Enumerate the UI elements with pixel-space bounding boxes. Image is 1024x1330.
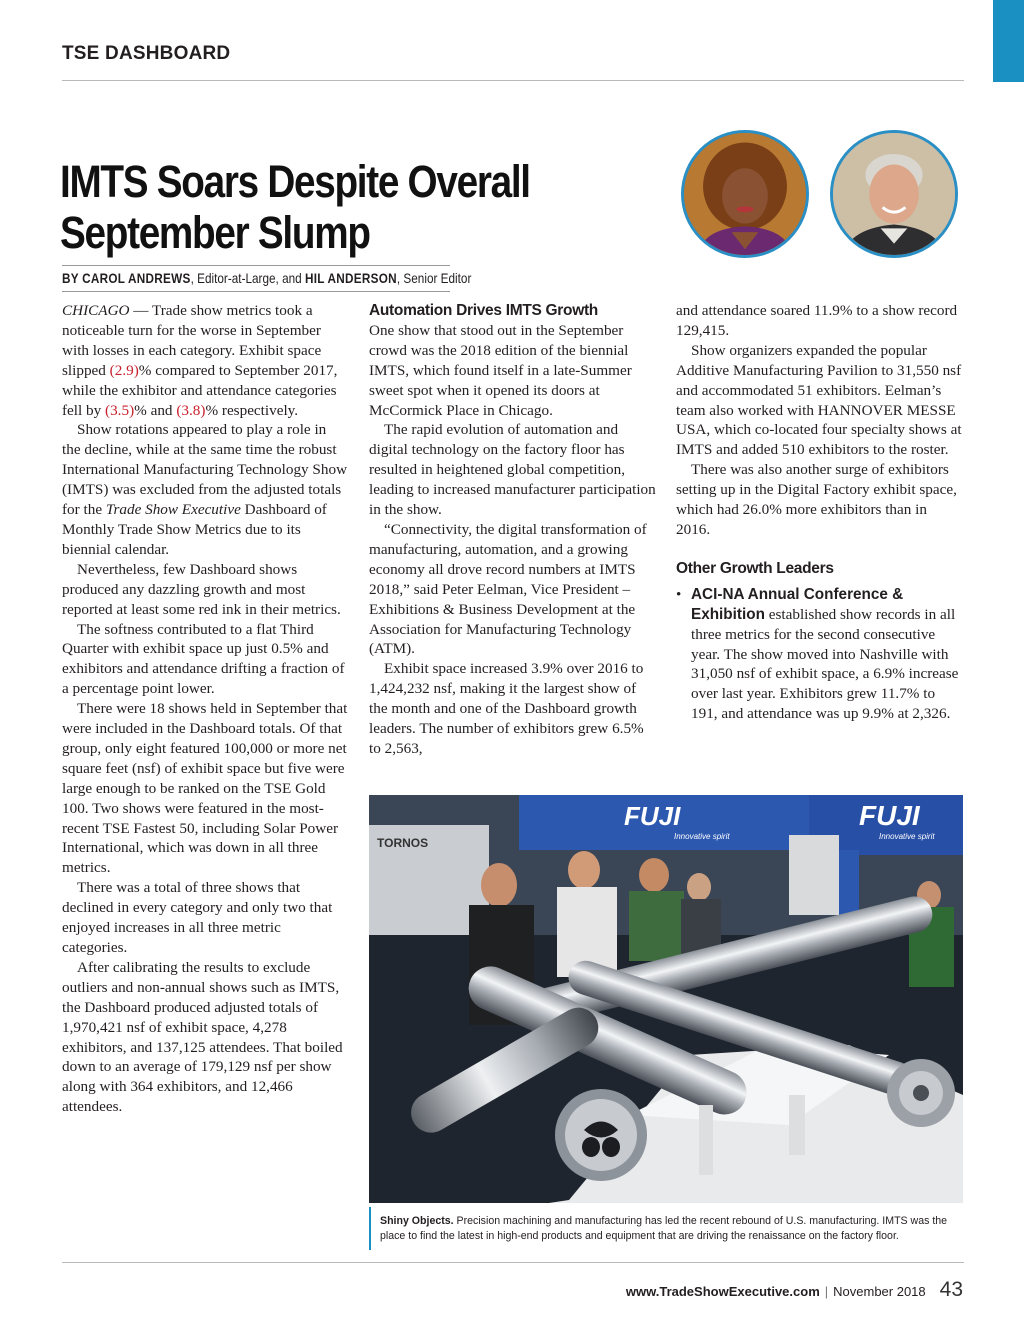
negative-value-exhibit-space: (2.9)	[109, 361, 139, 379]
article-column-3	[676, 301, 964, 724]
fuji-banner-right: FUJI	[859, 800, 920, 831]
fuji-tagline-right: Innovative spirit	[879, 832, 935, 841]
paragraph: One show that stood out in the September crowd was the 2018 edition of the biennial IMTS, which found itself in a late-Summer sweet spot when it opened its doors at McCormick Place in Chicago.	[369, 321, 632, 419]
trade-show-floor-image	[369, 795, 963, 1203]
fuji-tagline-left: Innovative spirit	[674, 832, 730, 841]
paragraph: The rapid evolution of automation and digital technology on the factory floor has resulted in heightened global competition, leading to increased manufacturer participation in the show.	[369, 421, 656, 519]
byline-rule-top	[62, 265, 450, 266]
author-name-1: CAROL ANDREWS	[82, 270, 191, 286]
issue-date: November 2018	[833, 1284, 926, 1299]
page-footer	[626, 1278, 963, 1302]
subheading-automation: Automation Drives IMTS Growth	[369, 302, 598, 319]
paragraph: There was also another surge of exhibitors setting up in the Digital Factory exhibit space, which had 26.0% more exhibitors than in 2016.	[676, 461, 957, 538]
caption-lead: Shiny Objects.	[380, 1215, 454, 1227]
paragraph: There was a total of three shows that declined in every category and only two that enjoyed increases in all three metric categories.	[62, 879, 333, 956]
header-rule	[62, 80, 964, 81]
author-role-2: , Senior Editor	[396, 270, 472, 286]
headline-line-2: September Slump	[60, 207, 370, 258]
dateline: CHICAGO	[62, 302, 130, 319]
author-photo-hil-anderson	[830, 130, 958, 258]
section-color-tab	[993, 0, 1024, 82]
article-column-1	[62, 301, 348, 1117]
tornos-sign: TORNOS	[377, 836, 429, 850]
list-item	[676, 585, 964, 724]
paragraph-intro: CHICAGO — Trade show metrics took a noticeable turn for the worse in September with losses in each category. Exhibit space slipped (2.9)% compared to September 2017, while the exhibitor and attendance categories fell by (3.5)% and (3.8)% respectively.	[62, 302, 338, 419]
byline-prefix: BY	[62, 270, 79, 286]
bullet-text: established show records in all three metrics for the second consecutive year. The show moved into Nashville with 31,050 nsf of exhibit space, a 6.9% increase over last year. Exhibitors grew 11.7% to 191, and attendance was up 9.9% at 2,326.	[691, 605, 959, 723]
paragraph: and attendance soared 11.9% to a show record 129,415.	[676, 302, 958, 339]
website-link[interactable]: www.TradeShowExecutive.com	[625, 1284, 820, 1299]
footer-rule	[62, 1262, 964, 1263]
paragraph: Show rotations appeared to play a role in the decline, while at the same time the robust International Manufacturing Technology Show (IMTS) was excluded from the adjusted totals for the Trade Show Executive Dashboard of Monthly Trade Show Metrics due to its biennial calendar.	[62, 421, 348, 558]
byline-rule-bottom	[62, 291, 450, 292]
caption-text: Precision machining and manufacturing has led the recent rebound of U.S. manufacturing. IMTS was the place to find the latest in high-end products and equipment that are driving the renaissance on the factory floor.	[380, 1215, 948, 1242]
byline	[62, 270, 471, 286]
author-role-1: , Editor-at-Large, and	[190, 270, 302, 286]
photo-caption	[380, 1214, 964, 1243]
publication-name: Trade Show Executive	[105, 501, 241, 519]
negative-value-exhibitors: (3.5)	[105, 401, 135, 419]
author-name-2: HIL ANDERSON	[304, 270, 397, 286]
section-label: TSE DASHBOARD	[62, 43, 231, 64]
caption-accent-bar	[369, 1207, 371, 1250]
page-number: 43	[939, 1278, 963, 1301]
paragraph: After calibrating the results to exclude outliers and non-annual shows such as IMTS, the Dashboard produced adjusted totals of 1,970,421 nsf of exhibit space, 4,278 exhibitors, and 137,125 attendees. That boiled down to an average of 179,129 nsf per show along with 364 exhibitors, and 12,466 attendees.	[62, 958, 343, 1116]
footer-separator: |	[824, 1284, 829, 1299]
paragraph-quote: “Connectivity, the digital transformation of manufacturing, automation, and a growing economy all drove record numbers at IMTS 2018,” said Peter Eelman, Vice President – Exhibitions & Business Development at the Association for Manufacturing Technology (ATM).	[369, 520, 647, 658]
paragraph: The softness contributed to a flat Third Quarter with exhibit space up just 0.5% and exhibitors and attendance drifting a fraction of a percentage point lower.	[62, 620, 345, 698]
paragraph: There were 18 shows held in September that were included in the Dashboard totals. Of that group, only eight featured 100,000 or more net square feet (nsf) of exhibit space but five were large enough to be ranked on the TSE Gold 100. Two shows were featured in the most-recent TSE Fastest 50, including Solar Power International, which was down in all three metrics.	[62, 700, 348, 877]
paragraph: Nevertheless, few Dashboard shows produced any dazzling growth and most reported at least some red ink in their metrics.	[62, 560, 341, 618]
article-headline	[60, 156, 530, 258]
article-column-2	[369, 301, 657, 759]
author-photo-carol-andrews	[681, 130, 809, 258]
portrait-woman-icon	[684, 133, 806, 255]
article-photo	[369, 795, 963, 1203]
fuji-banner-left: FUJI	[624, 801, 681, 831]
portrait-man-icon	[833, 133, 955, 255]
negative-value-attendance: (3.8)	[176, 401, 206, 419]
headline-line-1: IMTS Soars Despite Overall	[60, 156, 530, 207]
bullet-icon: •	[676, 585, 682, 603]
paragraph: Show organizers expanded the popular Additive Manufacturing Pavilion to 31,550 nsf and accommodated 51 exhibitors. Eelman’s team also worked with HANNOVER MESSE USA, which co-located four specialty shows at IMTS and added 510 exhibitors to the roster.	[676, 341, 962, 459]
bullet-lead: ACI-NA Annual Conference & Exhibition	[691, 585, 904, 623]
paragraph: Exhibit space increased 3.9% over 2016 to 1,424,232 nsf, making it the largest show of the month and one of the Dashboard growth leaders. The number of exhibitors grew 6.5% to 2,563,	[369, 660, 644, 757]
subheading-growth-leaders: Other Growth Leaders	[676, 559, 834, 577]
